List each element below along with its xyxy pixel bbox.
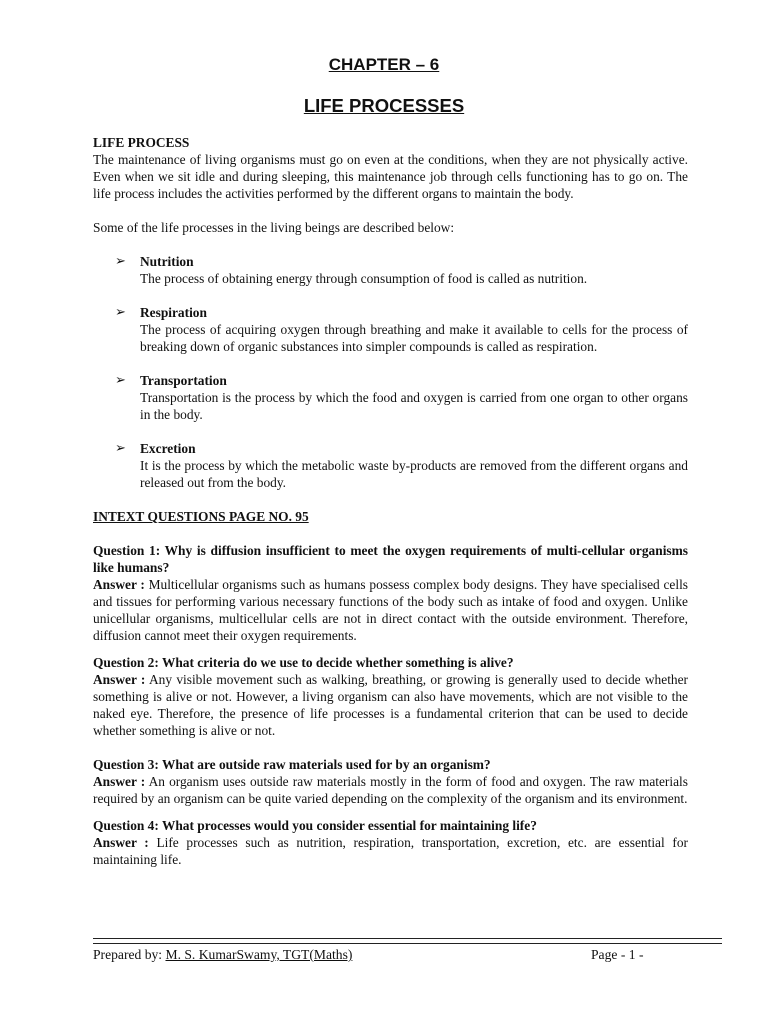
intext-questions-heading: INTEXT QUESTIONS PAGE NO. 95 bbox=[93, 509, 309, 524]
answer-label: Answer : bbox=[93, 672, 146, 687]
footer-prepared-by bbox=[93, 947, 352, 963]
arrow-bullet-icon: ➢ bbox=[115, 254, 126, 269]
question-text: Question 3: What are outside raw materials used for by an organism? bbox=[93, 757, 491, 772]
answer-text bbox=[93, 671, 688, 739]
prepared-label: Prepared by: bbox=[93, 947, 163, 962]
process-text: It is the process by which the metabolic waste by-products are removed from the different organs and released out from the body. bbox=[140, 458, 688, 490]
answer-text bbox=[93, 773, 688, 807]
arrow-bullet-icon: ➢ bbox=[115, 373, 126, 388]
process-text: The process of obtaining energy through consumption of food is called as nutrition. bbox=[140, 271, 588, 286]
answer-body: Life processes such as nutrition, respiration, transportation, excretion, etc. are essential for maintaining life. bbox=[93, 835, 688, 867]
process-name: Respiration bbox=[140, 305, 207, 320]
question-block bbox=[93, 756, 688, 807]
list-item bbox=[93, 440, 688, 491]
answer-text bbox=[93, 576, 688, 644]
answer-text bbox=[93, 834, 688, 868]
chapter-number: CHAPTER – 6 bbox=[328, 55, 440, 74]
process-text: The process of acquiring oxygen through breathing and make it available to cells for the process of breaking down of organic substances into simpler compounds is called as respiration. bbox=[140, 322, 688, 354]
footer-divider bbox=[93, 938, 722, 944]
answer-body: An organism uses outside raw materials mostly in the form of food and oxygen. The raw materials required by an organism can be quite varied depending on the complexity of the organism and its environment. bbox=[93, 774, 688, 806]
process-name: Excretion bbox=[140, 441, 196, 456]
author-name: M. S. KumarSwamy, TGT(Maths) bbox=[165, 947, 353, 962]
page-number: Page - 1 - bbox=[591, 947, 644, 962]
question-block bbox=[93, 817, 688, 868]
question-text: Question 2: What criteria do we use to decide whether something is alive? bbox=[93, 655, 514, 670]
chapter-title: LIFE PROCESSES bbox=[303, 95, 465, 116]
answer-label: Answer : bbox=[93, 774, 146, 789]
document-body bbox=[93, 134, 688, 868]
arrow-bullet-icon: ➢ bbox=[115, 305, 126, 320]
intro-paragraph: The maintenance of living organisms must go on even at the conditions, when they are not physically active. Even when we sit idle and during sleeping, this maintenance job through cells functioning has to go on. The life process includes the activities performed by the different organs to maintain the body. bbox=[93, 152, 688, 201]
life-process-list bbox=[93, 253, 688, 491]
process-name: Nutrition bbox=[140, 254, 194, 269]
list-item bbox=[93, 253, 688, 287]
process-text: Transportation is the process by which the food and oxygen is carried from one organ to other organs in the body. bbox=[140, 390, 688, 422]
question-block bbox=[93, 542, 688, 644]
list-item bbox=[93, 304, 688, 355]
answer-body: Multicellular organisms such as humans possess complex body designs. They have specialised cells and tissues for performing various necessary functions of the body such as intake of food and oxygen. Unlike unicellular organisms, multicellular cells are not in direct contact with the outside environment. Therefore, diffusion cannot meet their oxygen requirements. bbox=[93, 577, 689, 643]
answer-body: Any visible movement such as walking, breathing, or growing is generally used to decide whether something is alive or not. However, a living organism can also have movements, which are not visible to the naked eye. Therefore, the presence of life processes is a fundamental criterion that can be used to decide whether something is alive or not. bbox=[93, 672, 689, 738]
answer-label: Answer : bbox=[93, 835, 149, 850]
intro-lead: Some of the life processes in the living beings are described below: bbox=[93, 220, 455, 235]
process-name: Transportation bbox=[140, 373, 227, 388]
section-heading-life-process: LIFE PROCESS bbox=[93, 135, 190, 150]
question-text: Question 1: Why is diffusion insufficient to meet the oxygen requirements of multi-cellular organisms like humans? bbox=[93, 543, 688, 575]
question-text: Question 4: What processes would you consider essential for maintaining life? bbox=[93, 818, 537, 833]
arrow-bullet-icon: ➢ bbox=[115, 441, 126, 456]
answer-label: Answer : bbox=[93, 577, 145, 592]
question-block bbox=[93, 654, 688, 739]
list-item bbox=[93, 372, 688, 423]
